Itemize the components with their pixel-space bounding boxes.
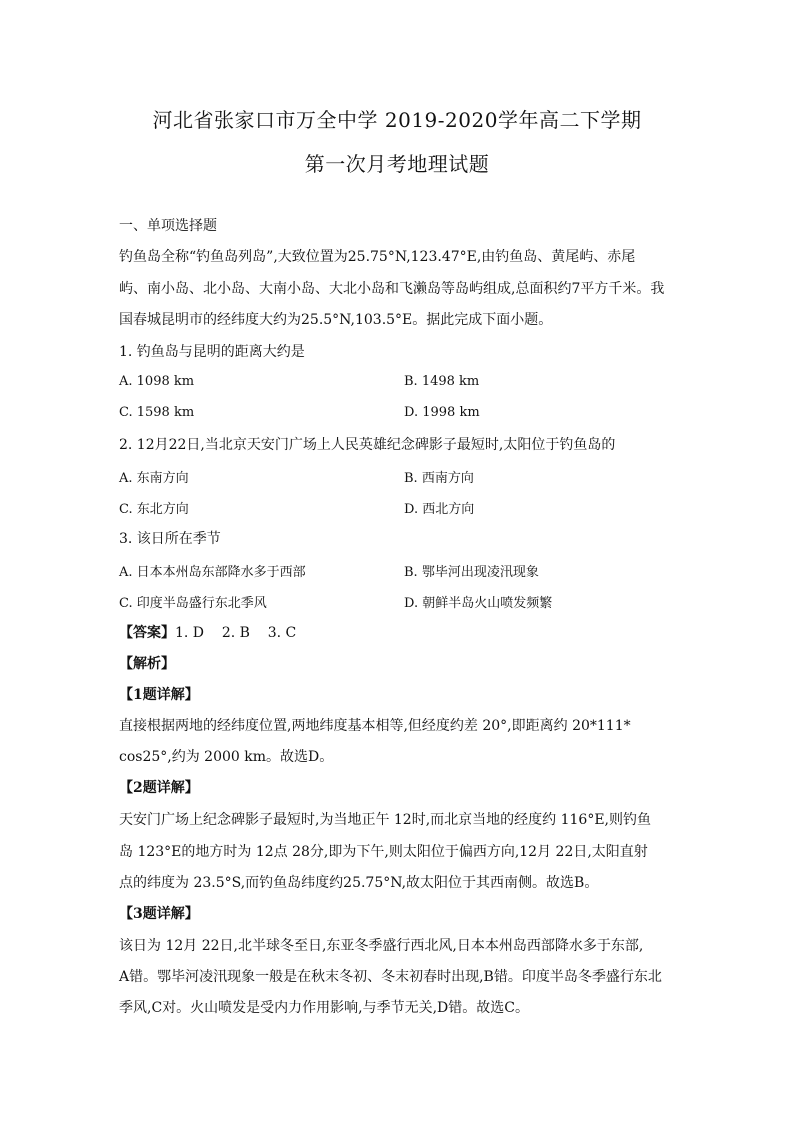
analysis-label: 【解析】 <box>119 656 175 672</box>
question-3-option-c: C. 印度半岛盛行东北季风 <box>119 596 267 611</box>
question-3-stem: 3. 该日所在季节 <box>119 531 221 547</box>
answer-row <box>119 623 296 643</box>
detail-2-line-1: 天安门广场上纪念碑影子最短时,为当地正午 12时,而北京当地的经度约 116°E,则钓鱼 <box>119 812 652 828</box>
question-2-option-d: D. 西北方向 <box>404 502 475 517</box>
question-1-option-b: B. 1498 km <box>404 374 480 389</box>
question-2-stem: 2. 12月22日,当北京天安门广场上人民英雄纪念碑影子最短时,太阳位于钓鱼岛的 <box>119 437 616 453</box>
detail-2-line-3: 点的纬度为 23.5°S,而钓鱼岛纬度约25.75°N,故太阳位于其西南侧。故选B。 <box>119 875 599 891</box>
document-title-line-1: 河北省张家口市万全中学 2019-2020学年高二下学期 <box>152 108 642 132</box>
question-2-option-b: B. 西南方向 <box>404 471 474 486</box>
question-2-option-a: A. 东南方向 <box>119 471 189 486</box>
question-3-option-d: D. 朝鲜半岛火山喷发频繁 <box>404 596 553 611</box>
detail-3-line-2: A错。鄂毕河凌汛现象一般是在秋末冬初、冬末初春时出现,B错。印度半岛冬季盛行东北 <box>119 969 662 985</box>
passage-line-2: 屿、南小岛、北小岛、大南小岛、大北小岛和飞濑岛等岛屿组成,总面积约7平方千米。我 <box>119 281 665 297</box>
question-3-option-a: A. 日本本州岛东部降水多于西部 <box>119 565 306 580</box>
answer-label: 【答案】 <box>119 625 175 641</box>
detail-2-label: 【2题详解】 <box>119 780 199 796</box>
detail-1-label: 【1题详解】 <box>119 687 199 703</box>
question-3-option-b: B. 鄂毕河出现凌汛现象 <box>404 565 539 580</box>
detail-1-line-1: 直接根据两地的经纬度位置,两地纬度基本相等,但经度约差 20°,即距离约 20*111* <box>119 718 631 734</box>
section-heading: 一、单项选择题 <box>119 218 217 234</box>
passage-line-1: 钓鱼岛全称“钓鱼岛列岛”,大致位置为25.75°N,123.47°E,由钓鱼岛、黄尾屿、赤尾 <box>119 249 636 265</box>
question-1-option-a: A. 1098 km <box>119 374 195 389</box>
detail-3-line-1: 该日为 12月 22日,北半球冬至日,东亚冬季盛行西北风,日本本州岛西部降水多于东部, <box>119 938 644 954</box>
question-2-option-c: C. 东北方向 <box>119 502 189 517</box>
question-1-option-c: C. 1598 km <box>119 405 195 420</box>
detail-1-line-2: cos25°,约为 2000 km。故选D。 <box>119 749 334 765</box>
passage-line-3: 国春城昆明市的经纬度大约为25.5°N,103.5°E。据此完成下面小题。 <box>119 312 553 328</box>
question-1-option-d: D. 1998 km <box>404 405 480 420</box>
detail-3-line-3: 季风,C对。火山喷发是受内力作用影响,与季节无关,D错。故选C。 <box>119 1000 529 1016</box>
detail-2-line-2: 岛 123°E的地方时为 12点 28分,即为下午,则太阳位于偏西方向,12月 22日,太阳直射 <box>119 844 648 860</box>
answer-text: 1. D 2. B 3. C <box>175 625 297 641</box>
detail-3-label: 【3题详解】 <box>119 906 199 922</box>
question-1-stem: 1. 钓鱼岛与昆明的距离大约是 <box>119 344 305 360</box>
document-title-line-2: 第一次月考地理试题 <box>304 152 490 176</box>
